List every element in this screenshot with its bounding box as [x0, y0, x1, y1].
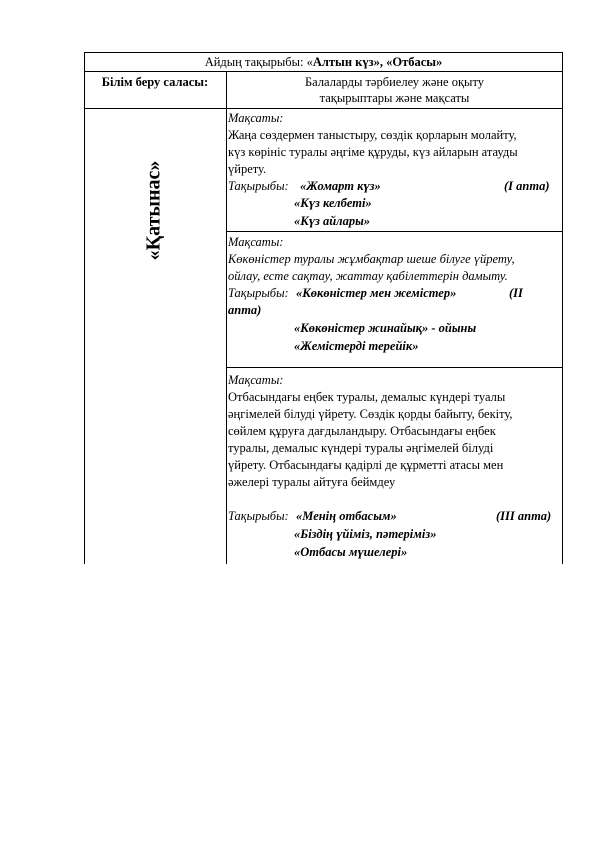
- education-area-text: «Қатынас»: [142, 160, 165, 260]
- section-3-goal-line-4: туралы, демалыс күндері туралы әңгімелей білуді: [228, 441, 494, 455]
- section-2-topic-1: «Көкөністер мен жемістер»: [296, 286, 457, 300]
- table-top-border: [84, 52, 563, 53]
- section-3-topic-3: «Отбасы мүшелері»: [294, 545, 408, 559]
- header-row-divider: [84, 71, 563, 72]
- section-3-topic-2: «Біздің үйіміз, пәтеріміз»: [294, 527, 437, 541]
- section-3-week: (ІІІ апта): [496, 509, 552, 523]
- section-2-goal-line-1: Көкөністер туралы жұмбақтар шеше білуге үйрету,: [228, 252, 515, 266]
- section-1-goal-line-3: үйрету.: [228, 162, 267, 176]
- section-3-topic-1: «Менің отбасым»: [296, 509, 397, 523]
- section-3-goal-line-3: сөйлем құруға дағдыландыру. Отбасындағы еңбек: [228, 424, 496, 438]
- section-3-goal-line-1: Отбасындағы еңбек туралы, демалыс күндері туалы: [228, 390, 506, 404]
- section-2-goal-line-2: ойлау, есте сақтау, жаттау қабілеттерін дамыту.: [228, 269, 508, 283]
- section-3-goal-line-6: әжелері туралы айтуға беймдеу: [228, 475, 396, 489]
- section-3-goal-label: Мақсаты:: [228, 373, 284, 387]
- month-topic-label: Айдың тақырыбы: «: [204, 55, 313, 69]
- section-1-topic-1: «Жомарт күз»: [300, 179, 381, 193]
- section-2-topic-2: «Көкөністер жинайық» - ойыны: [294, 321, 477, 335]
- section-2-week-part-2: апта): [228, 303, 262, 317]
- section-1-goal-line-1: Жаңа сөздермен таныстыру, сөздік қорларын молайту,: [228, 128, 517, 142]
- section-1-goal-label: Мақсаты:: [228, 111, 284, 125]
- table-left-border: [84, 52, 85, 564]
- section-2-divider: [226, 367, 563, 368]
- section-1-week: (І апта): [504, 179, 550, 193]
- column-divider: [226, 71, 227, 564]
- section-2-topic-label: Тақырыбы:: [228, 286, 289, 300]
- section-1-topic-2: «Күз келбеті»: [294, 196, 372, 210]
- section-3-goal-line-2: әңгімелей білуді үйрету. Сөздік қорды байыту, бекіту,: [228, 407, 513, 421]
- education-area-header: Білім беру саласы:: [101, 75, 209, 89]
- section-2-topic-3: «Жемістерді терейік»: [294, 339, 419, 353]
- section-1-topic-3: «Күз айлары»: [294, 214, 371, 228]
- table-right-border: [562, 52, 563, 564]
- section-3-topic-label: Тақырыбы:: [228, 509, 289, 523]
- month-topic-title: [84, 54, 563, 70]
- topics-header-line1: Балаларды тәрбиелеу және оқыту: [304, 75, 484, 89]
- topics-header-line2: тақырыптары және мақсаты: [319, 91, 470, 105]
- section-1-topic-label: Тақырыбы:: [228, 179, 289, 193]
- section-1-divider: [226, 231, 563, 232]
- section-1-goal-line-2: күз көрініс туралы әңгіме құруды, күз айларын атауды: [228, 145, 518, 159]
- education-area-label: [140, 154, 168, 266]
- month-topic-value: Алтын күз», «Отбасы»: [312, 55, 443, 69]
- column-header-divider: [84, 108, 563, 109]
- section-2-goal-label: Мақсаты:: [228, 235, 284, 249]
- section-2-week-part-1: (ІІ: [509, 286, 523, 300]
- section-3-goal-line-5: үйрету. Отбасындағы қадірлі де құрметті атасы мен: [228, 458, 504, 472]
